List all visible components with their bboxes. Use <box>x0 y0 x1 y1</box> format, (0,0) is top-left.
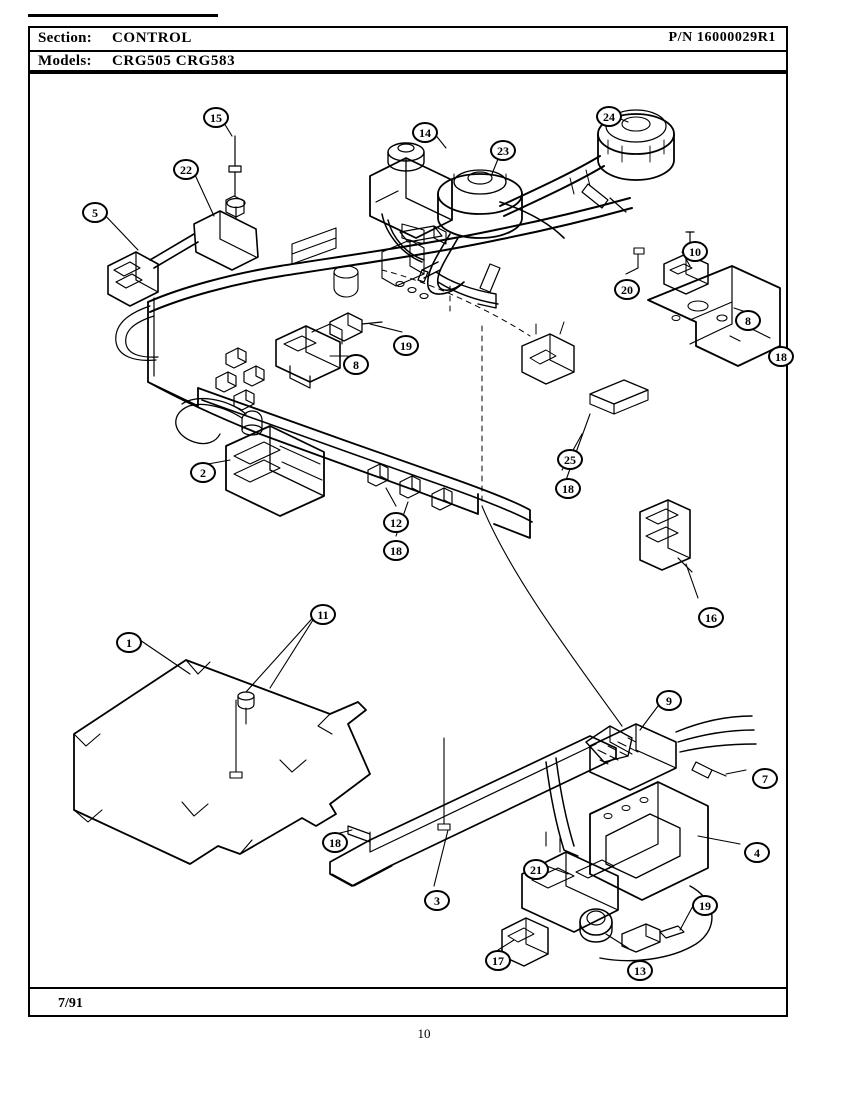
callout-balloon: 14 <box>412 122 438 143</box>
callout-balloon: 8 <box>343 354 369 375</box>
page-number: 10 <box>417 1026 431 1041</box>
callout-balloon: 18 <box>322 832 348 853</box>
header-divider <box>30 50 786 52</box>
callout-balloon: 17 <box>485 950 511 971</box>
callout-balloon: 19 <box>692 895 718 916</box>
callout-balloon: 23 <box>490 140 516 161</box>
callout-balloon: 18 <box>768 346 794 367</box>
callout-balloon: 10 <box>682 241 708 262</box>
models-label: Models: <box>38 53 92 69</box>
callout-balloon: 18 <box>383 540 409 561</box>
section-value: CONTROL <box>112 30 193 46</box>
callout-balloon: 18 <box>555 478 581 499</box>
footer-rule <box>30 987 786 989</box>
callout-balloon: 13 <box>627 960 653 981</box>
callout-balloon: 22 <box>173 159 199 180</box>
callout-balloon: 21 <box>523 859 549 880</box>
callout-balloon: 15 <box>203 107 229 128</box>
callout-balloon: 4 <box>744 842 770 863</box>
diagram-header <box>28 26 788 72</box>
models-value: CRG505 CRG583 <box>112 53 236 69</box>
section-label: Section: <box>38 30 93 46</box>
top-rule <box>28 14 218 17</box>
part-number: P/N 16000029R1 <box>668 30 776 45</box>
callout-balloon: 2 <box>190 462 216 483</box>
callout-balloon: 9 <box>656 690 682 711</box>
exploded-view-drawing <box>30 74 786 989</box>
callout-balloon: 12 <box>383 512 409 533</box>
diagram-frame <box>28 72 788 1017</box>
callout-balloon: 3 <box>424 890 450 911</box>
callout-balloon: 16 <box>698 607 724 628</box>
callout-balloon: 24 <box>596 106 622 127</box>
callout-balloon: 19 <box>393 335 419 356</box>
callout-balloon: 8 <box>735 310 761 331</box>
callout-balloon: 7 <box>752 768 778 789</box>
callout-balloon: 1 <box>116 632 142 653</box>
callout-balloon: 11 <box>310 604 336 625</box>
callout-balloon: 20 <box>614 279 640 300</box>
callout-balloon: 5 <box>82 202 108 223</box>
revision-date: 7/91 <box>58 996 83 1011</box>
callout-balloon: 25 <box>557 449 583 470</box>
